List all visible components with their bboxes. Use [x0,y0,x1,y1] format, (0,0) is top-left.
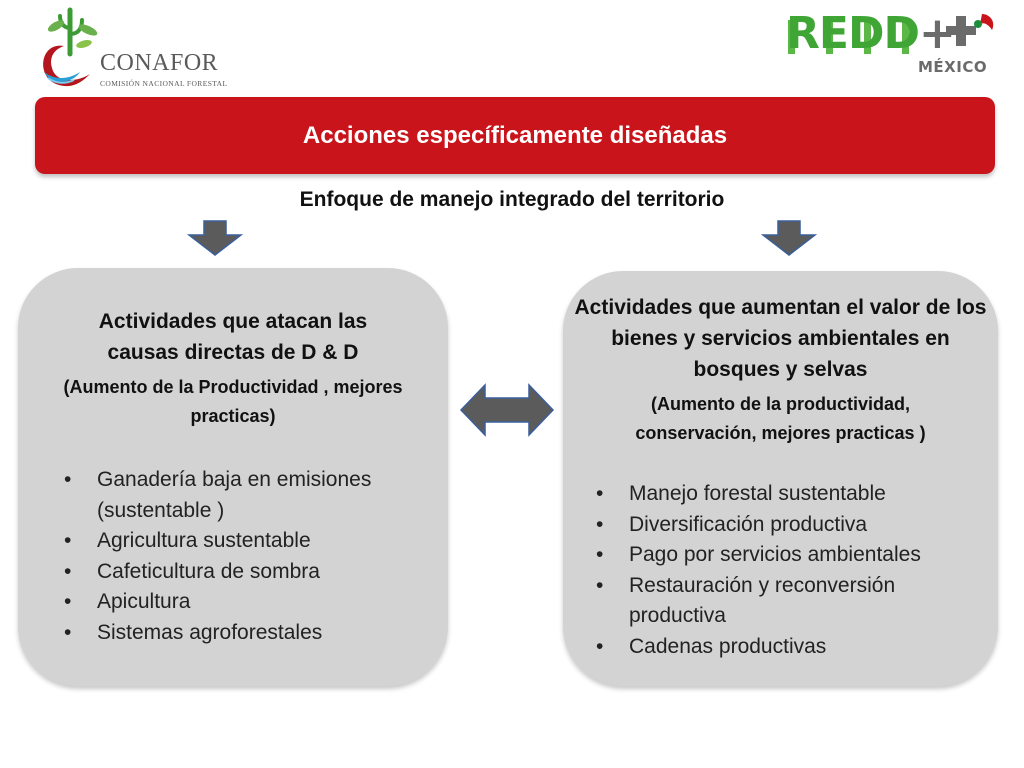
right-box-list [596,479,998,663]
bullet-icon: • [64,620,72,644]
list-item [64,557,397,588]
list-item-text: Cadenas productivas [629,634,827,658]
bullet-icon: • [64,590,72,614]
double-arrow-icon [459,383,555,437]
bullet-icon: • [596,543,604,567]
list-item-text: Agricultura sustentable [97,529,311,553]
bullet-icon: • [64,529,72,553]
list-item [596,571,969,632]
right-activities-box [563,271,998,686]
list-item-text: Cafeticultura de sombra [97,559,320,583]
list-item-text: Manejo forestal sustentable [629,482,886,505]
list-item [596,510,969,541]
bullet-icon: • [64,468,72,491]
list-item [64,465,397,526]
right-box-note: (Aumento de la productividad, conservación, mejores practicas ) [635,394,926,443]
right-box-title: Actividades que aumentan el valor de los bienes y servicios ambientales en bosques y selvas [574,296,987,381]
conafor-subtitle: COMISIÓN NACIONAL FORESTAL [100,79,228,88]
left-box-list [64,465,448,649]
list-item-text: Sistemas agroforestales [97,620,323,644]
conafor-logo-icon [34,6,104,92]
list-item [64,526,397,557]
left-activities-box [18,268,448,686]
bullet-icon: • [596,573,604,597]
list-item-text: Diversificación productiva [629,512,868,536]
title-banner [35,97,995,174]
list-item [64,618,397,649]
list-item [596,540,969,571]
redd-text: REDD [786,8,919,59]
left-box-title: Actividades que atacan las causas directas de D & D [98,310,368,364]
bullet-icon: • [64,559,72,583]
list-item [596,479,969,510]
down-arrow-icon [187,220,243,256]
down-arrow-icon [761,220,817,256]
list-item-text: Ganadería baja en emisiones (sustentable ) [97,468,372,522]
banner-title: Acciones específicamente diseñadas [302,121,728,149]
list-item [64,587,397,618]
list-item [596,632,969,663]
bullet-icon: • [596,482,604,505]
list-item-text: Restauración y reconversión productiva [629,573,896,628]
bullet-icon: • [596,634,604,658]
redd-plus: + [918,8,955,59]
page-subtitle: Enfoque de manejo integrado del territorio [299,188,725,211]
list-item-text: Pago por servicios ambientales [629,543,921,567]
bullet-icon: • [596,512,604,536]
conafor-name: CONAFOR [100,50,219,76]
list-item-text: Apicultura [97,590,191,614]
redd-country: MÉXICO [918,58,988,76]
left-box-note: (Aumento de la Productividad , mejores practicas) [63,377,403,426]
